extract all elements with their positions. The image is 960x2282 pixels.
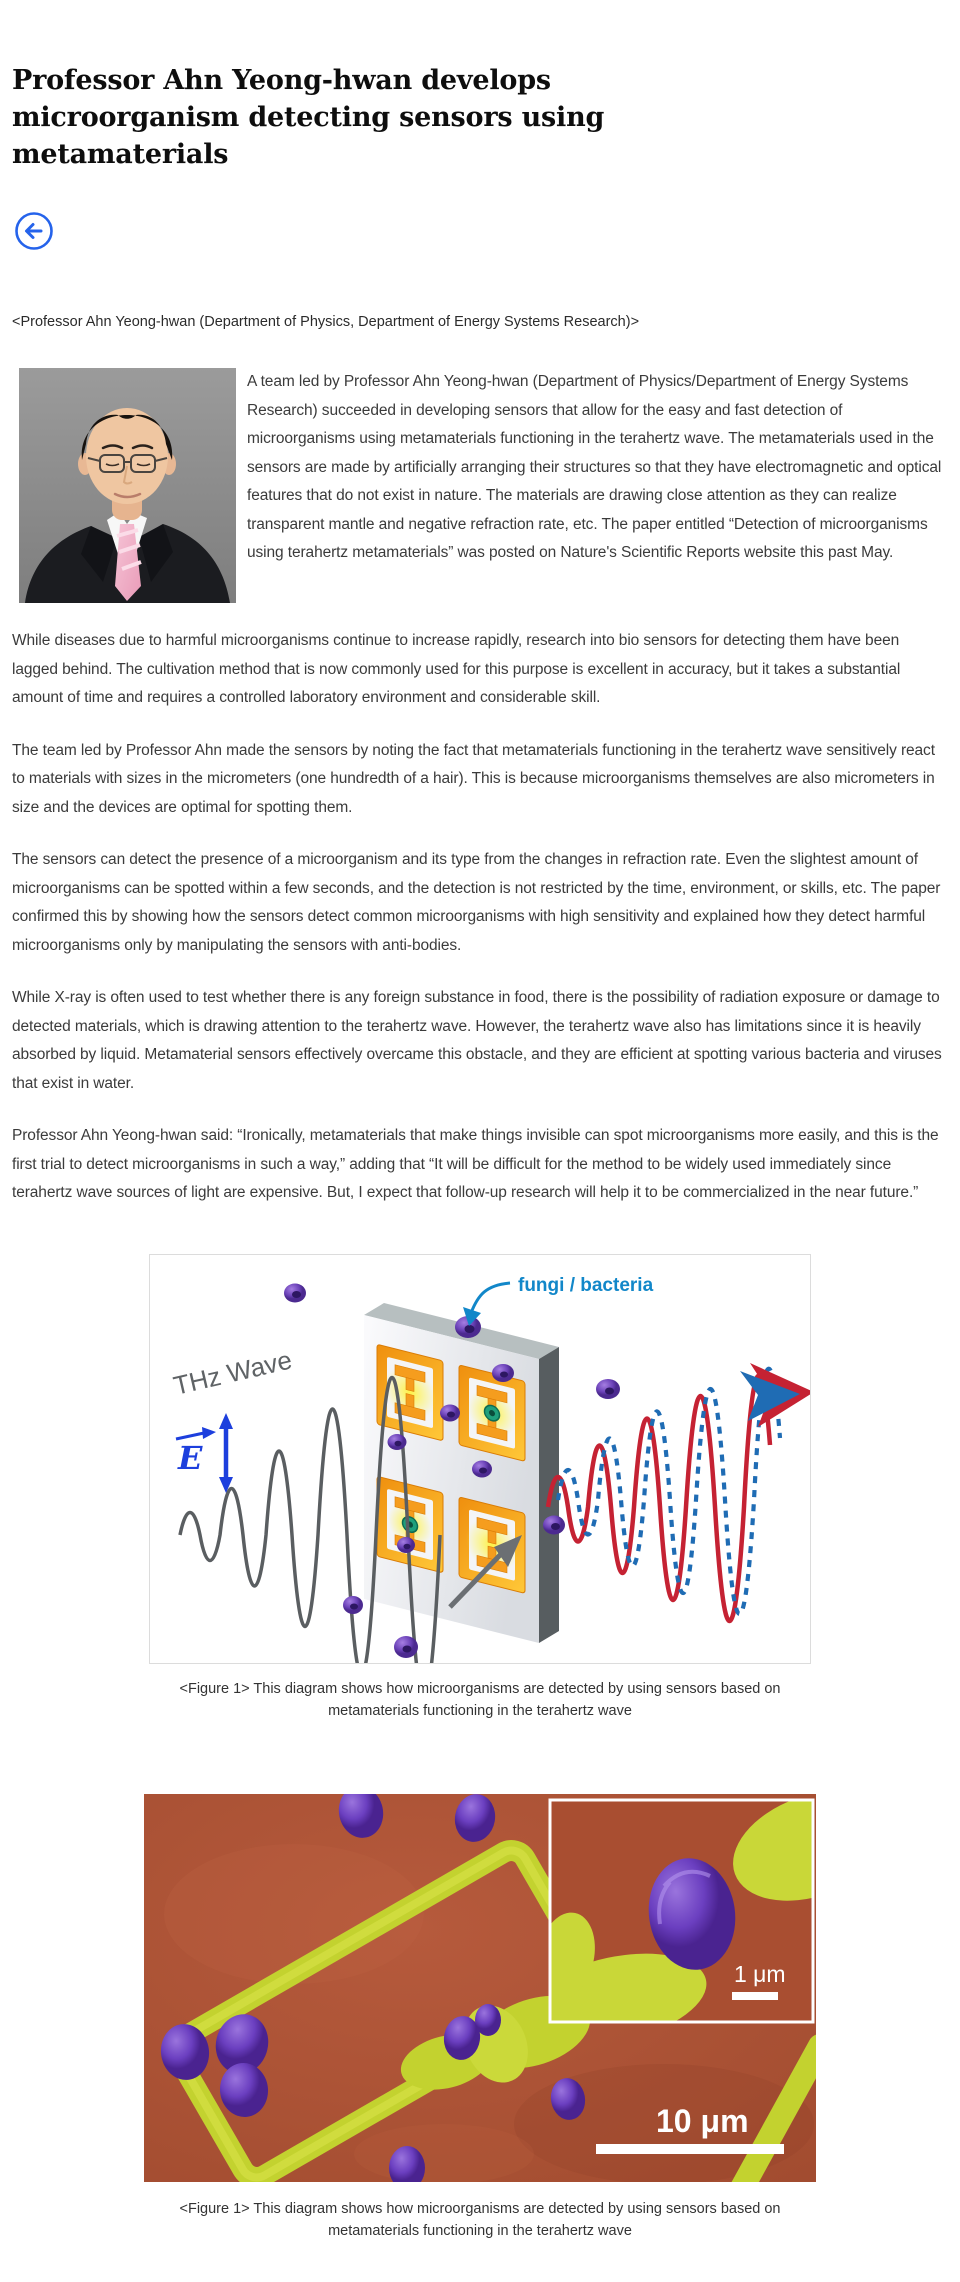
- sem-inset: [517, 1794, 816, 2059]
- inset-scale-label: 1 μm: [734, 1960, 786, 1987]
- paragraph-3: The team led by Professor Ahn made the sensors by noting the fact that metamaterials functioning in the terahertz wave sensitively react to materials with sizes in the micrometers (one hundredth of a hair). This is because microorganisms themselves are also micrometers in size and the devices are optimal for spotting them.: [12, 741, 935, 816]
- svg-text:10 μm: 10 μm: [656, 2102, 749, 2139]
- figure-2-caption: <Figure 1> This diagram shows how microorganisms are detected by using sensors based on metamaterials functioning in the terahertz wave: [179, 2200, 781, 2239]
- back-button[interactable]: [14, 211, 54, 251]
- paragraph-5: While X-ray is often used to test whether there is any foreign substance in food, there is the possibility of radiation exposure or damage to detected materials, which is drawing attention to the terahertz wave. However, the terahertz wave also has limitations since it is heavily absorbed by liquid. Metamaterial sensors effectively overcame this obstacle, and they are efficient at spotting various bacteria and viruses that exist in water.: [12, 989, 942, 1092]
- figure-1-diagram: [149, 1254, 811, 1664]
- lead-paragraph: A team led by Professor Ahn Yeong-hwan (Department of Physics/Department of Energy Systems Research) succeeded in developing sensors that allow for the easy and fast detection of microorganisms using metamaterials functioning in the terahertz wave. The metamaterials used in the sensors are made by artificially arranging their structures so that they have electromagnetic and optical features that do not exist in nature. The materials are drawing close attention as they can realize transparent mantle and negative refraction rate, etc. The paper entitled “Detection of microorganisms using terahertz metamaterials” was posted on Nature's Scientific Reports website this past May.: [247, 373, 942, 561]
- paragraph-4: The sensors can detect the presence of a microorganism and its type from the changes in refraction rate. Even the slightest amount of microorganisms can be spotted within a few seconds, and the detection is not restricted by the time, environment, or skills, etc. The paper confirmed this by showing how the sensors detect common microorganisms with high sensitivity and explained how they detect harmful microorganisms only by manipulating the sensors with anti-bodies.: [12, 851, 941, 954]
- page-title: Professor Ahn Yeong-hwan develops microorganism detecting sensors using metamaterials: [12, 65, 605, 170]
- paragraph-6: Professor Ahn Yeong-hwan said: “Ironically, metamaterials that make things invisible can spot microorganisms more easily, and this is the first trial to detect microorganisms in such a way,” adding that “It will be difficult for the method to be widely used immediately since terahertz wave sources of light are expensive. But, I expect that follow-up research will help it to be commercialized in the near future.”: [12, 1127, 939, 1201]
- figure-1-caption: <Figure 1> This diagram shows how microorganisms are detected by using sensors based on metamaterials functioning in the terahertz wave: [179, 1680, 781, 1719]
- paragraph-2: While diseases due to harmful microorganisms continue to increase rapidly, research into bio sensors for detecting them have been lagged behind. The cultivation method that is now commonly used for this purpose is excellent in accuracy, but it takes a substantial amount of time and requires a controlled laboratory environment and considerable skill.: [12, 632, 901, 706]
- back-arrow-icon: [14, 211, 54, 251]
- fungi-bacteria-label: fungi / bacteria: [518, 1274, 654, 1296]
- thz-wave-label: THz Wave: [170, 1344, 295, 1401]
- lead-section: [12, 368, 948, 603]
- professor-portrait-photo: [19, 368, 236, 603]
- transmitted-waves: [548, 1363, 810, 1621]
- e-field-vector: [176, 1413, 233, 1493]
- figure-2-sem-image: [144, 1794, 816, 2182]
- svg-text:E: E: [178, 1438, 203, 1477]
- article-subtitle: <Professor Ahn Yeong-hwan (Department of Physics, Department of Energy Systems Research)>: [12, 314, 640, 330]
- figure-2: [144, 1794, 816, 2242]
- figure-1: [149, 1254, 811, 1722]
